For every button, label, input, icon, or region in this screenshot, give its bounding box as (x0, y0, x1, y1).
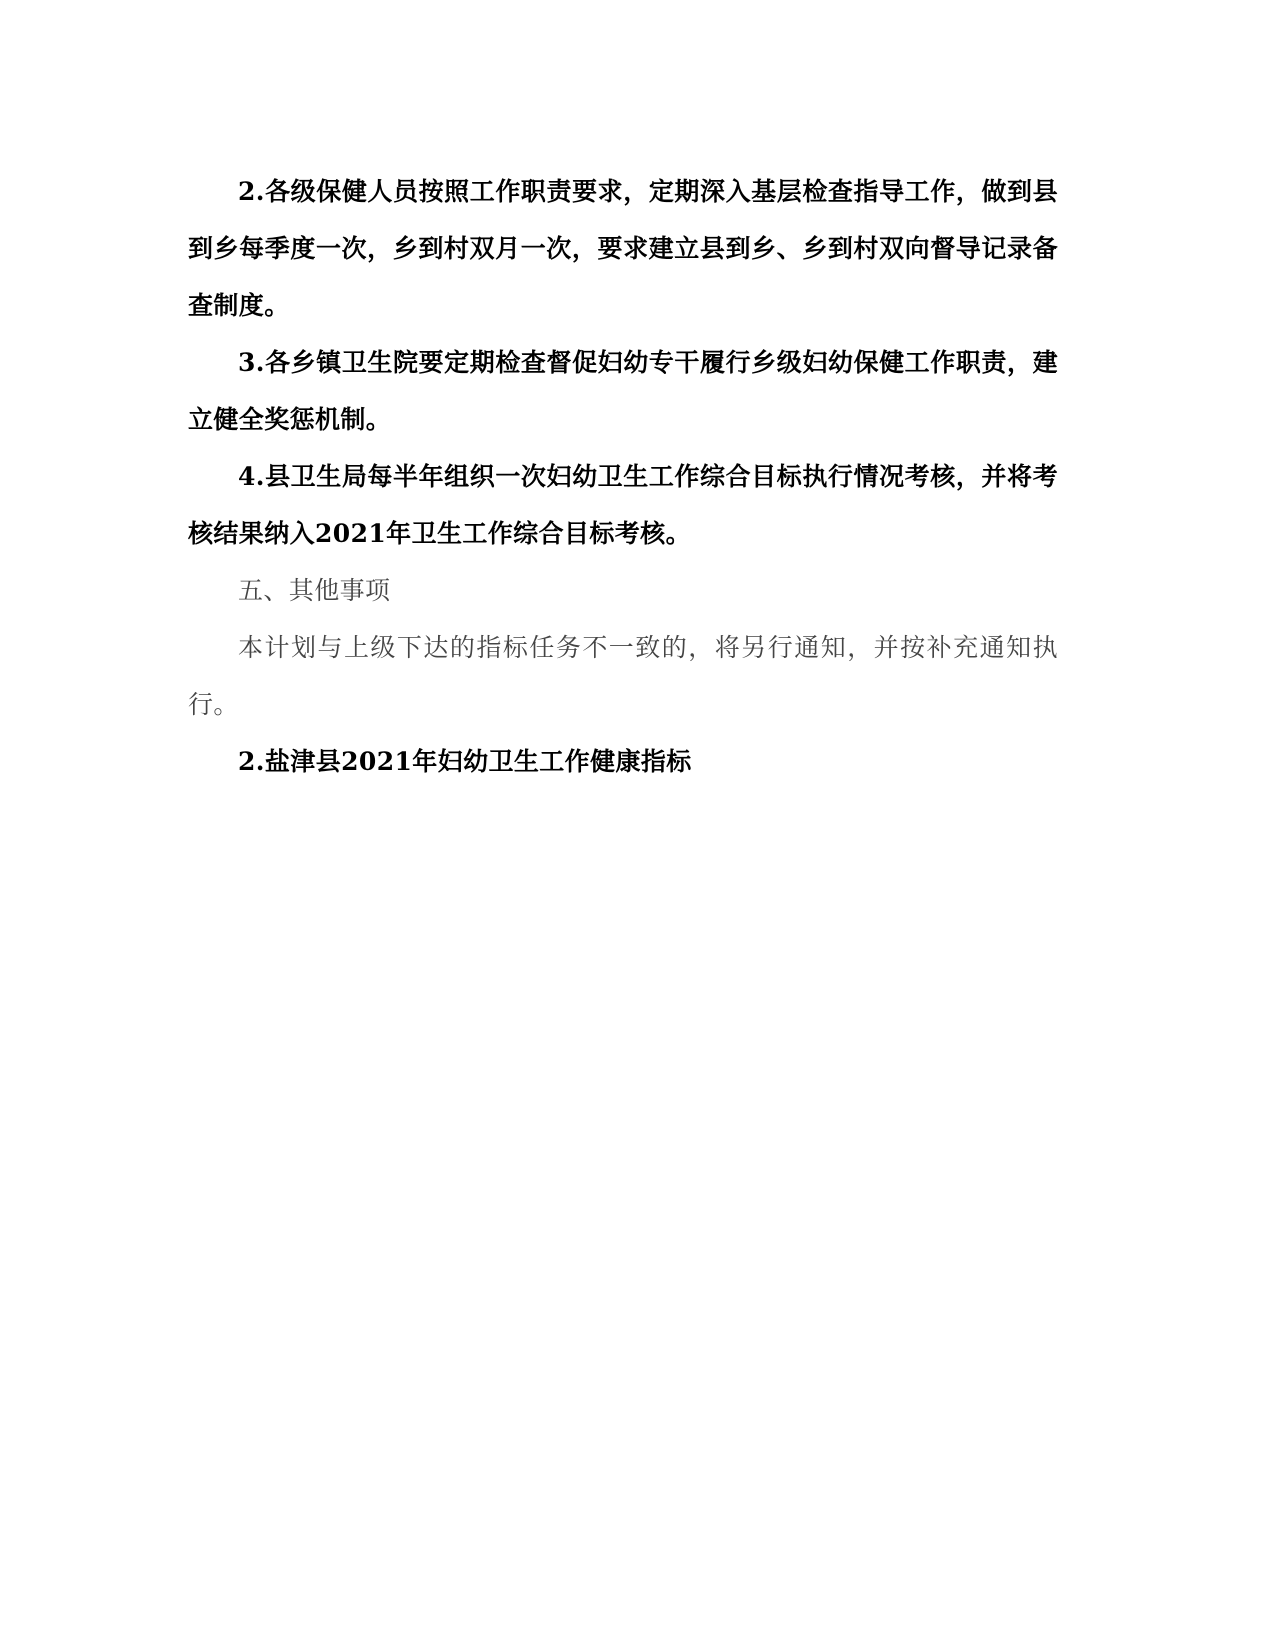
section-heading-other-matters: 五、其他事项 (238, 576, 391, 605)
paragraph-health-indicators-title: 2.盐津县2021年妇幼卫生工作健康指标 (238, 747, 692, 776)
paragraph-semiannual-assessment: 4.县卫生局每半年组织一次妇幼卫生工作综合目标执行情况考核，并将考核结果纳入2021年卫生工作综合目标考核。 (188, 462, 1058, 548)
paragraph-township-hospital-duties: 3.各乡镇卫生院要定期检查督促妇幼专干履行乡级妇幼保健工作职责，建立健全奖惩机制。 (188, 348, 1058, 434)
paragraph-other-matters-note: 本计划与上级下达的指标任务不一致的，将另行通知，并按补充通知执行。 (188, 633, 1058, 719)
document-body (188, 163, 1058, 790)
paragraph-supervision-frequency: 2.各级保健人员按照工作职责要求，定期深入基层检查指导工作，做到县到乡每季度一次，乡到村双月一次，要求建立县到乡、乡到村双向督导记录备查制度。 (188, 177, 1058, 320)
